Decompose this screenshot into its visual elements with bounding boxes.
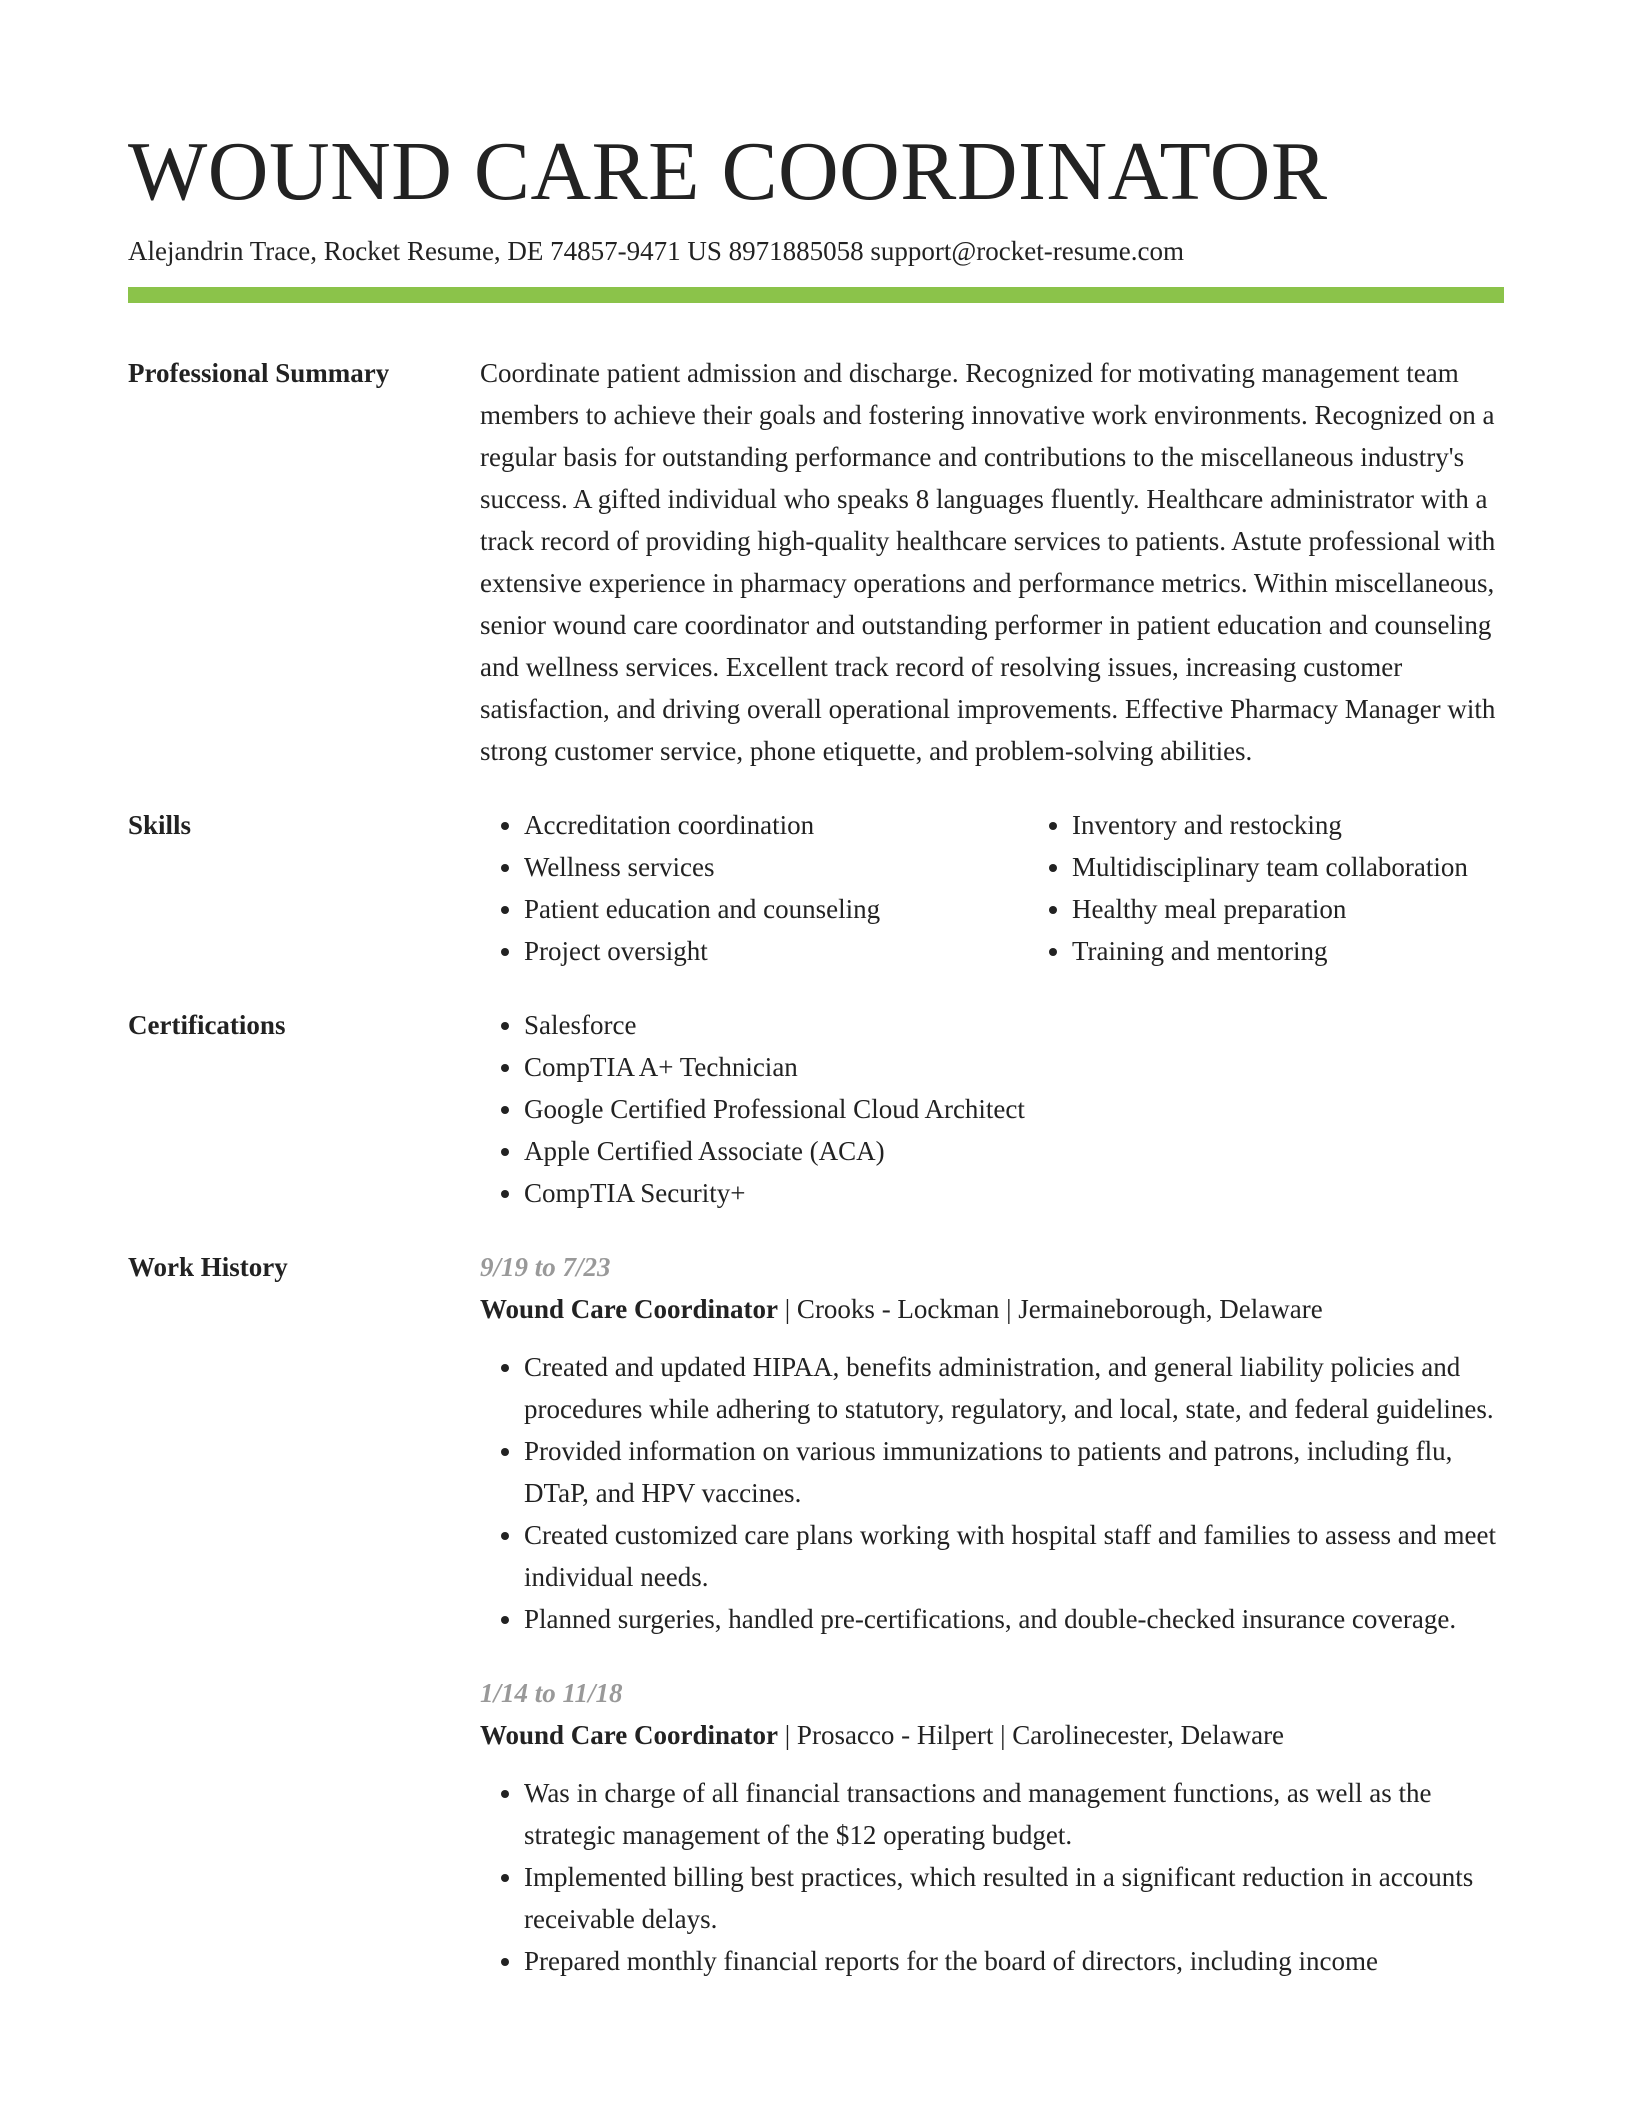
section-label: Certifications xyxy=(128,1010,286,1040)
skill-item: • Accreditation coordination xyxy=(524,804,1028,846)
job-bullet: • Prepared monthly financial reports for the board of directors, including income xyxy=(524,1940,1504,1982)
skill-item: • Healthy meal preparation xyxy=(1072,888,1576,930)
job-bullet: • Provided information on various immunizations to patients and patrons, including flu, DTaP, and HPV vaccines. xyxy=(524,1430,1504,1514)
job-bullet: • Planned surgeries, handled pre-certifications, and double-checked insurance coverage. xyxy=(524,1598,1504,1640)
job-dates: 1/14 to 11/18 xyxy=(480,1678,623,1708)
job-details: | Crooks - Lockman | Jermaineborough, Delaware xyxy=(778,1294,1323,1324)
skill-item: • Wellness services xyxy=(524,846,1028,888)
skill-item: • Inventory and restocking xyxy=(1072,804,1576,846)
job-title: Wound Care Coordinator xyxy=(480,1720,779,1750)
section-professional-summary xyxy=(128,352,1504,772)
certification-item: • Salesforce xyxy=(524,1004,1504,1046)
job-dates: 9/19 to 7/23 xyxy=(480,1252,611,1282)
skill-item: • Training and mentoring xyxy=(1072,930,1576,972)
job-bullet: • Created customized care plans working with hospital staff and families to assess and meet individual needs. xyxy=(524,1514,1504,1598)
contact-address: Alejandrin Trace, Rocket Resume, DE 74857-9471 US xyxy=(128,236,722,266)
job-entry xyxy=(480,1246,1504,1640)
certification-item: • Apple Certified Associate (ACA) xyxy=(524,1130,1504,1172)
job-bullets xyxy=(480,1346,1504,1640)
certifications-body xyxy=(480,1004,1504,1214)
certification-item: • CompTIA Security+ xyxy=(524,1172,1504,1214)
resume-page xyxy=(128,122,1504,1982)
certifications-list xyxy=(480,1004,1504,1214)
job-bullet: • Created and updated HIPAA, benefits administration, and general liability policies and procedures while adhering to statutory, regulatory, and local, state, and federal guidelines. xyxy=(524,1346,1504,1430)
contact-email: support@rocket-resume.com xyxy=(870,236,1184,266)
job-headline xyxy=(480,1714,1504,1756)
certification-item: • CompTIA A+ Technician xyxy=(524,1046,1504,1088)
job-bullet: • Was in charge of all financial transactions and management functions, as well as the strategic management of the $12 operating budget. xyxy=(524,1772,1504,1856)
section-label: Skills xyxy=(128,810,192,840)
skill-item: • Multidisciplinary team collaboration xyxy=(1072,846,1576,888)
certification-item: • Google Certified Professional Cloud Architect xyxy=(524,1088,1504,1130)
contact-line xyxy=(128,232,1504,270)
skill-item: • Project oversight xyxy=(524,930,1028,972)
job-title: Wound Care Coordinator xyxy=(480,1294,779,1324)
skills-column-2 xyxy=(1028,804,1576,972)
job-headline xyxy=(480,1288,1504,1330)
skills-grid xyxy=(480,804,1576,972)
section-skills xyxy=(128,804,1504,972)
resume-title: WOUND CARE COORDINATOR xyxy=(128,125,1328,218)
job-entry xyxy=(480,1672,1504,1982)
section-certifications xyxy=(128,1004,1504,1214)
job-bullet: • Implemented billing best practices, which resulted in a significant reduction in accounts receivable delays. xyxy=(524,1856,1504,1940)
section-label: Work History xyxy=(128,1252,288,1282)
job-details: | Prosacco - Hilpert | Carolinecester, Delaware xyxy=(778,1720,1285,1750)
section-label: Professional Summary xyxy=(128,358,390,388)
section-work-history xyxy=(128,1246,1504,1982)
accent-divider xyxy=(128,287,1504,303)
contact-phone: 8971885058 xyxy=(728,236,864,266)
job-bullets xyxy=(480,1772,1504,1982)
work-history-body xyxy=(480,1246,1504,1982)
skill-item: • Patient education and counseling xyxy=(524,888,1028,930)
skills-column-1 xyxy=(480,804,1028,972)
summary-text: Coordinate patient admission and discharge. Recognized for motivating management team members to achieve their goals and fostering innovative work environments. Recognized on a regular basis for outstanding performance and contributions to the miscellaneous industry's success. A gifted individual who speaks 8 languages fluently. Healthcare administrator with a track record of providing high-quality healthcare services to patients. Astute professional with extensive experience in pharmacy operations and performance metrics. Within miscellaneous, senior wound care coordinator and outstanding performer in patient education and counseling and wellness services. Excellent track record of resolving issues, increasing customer satisfaction, and driving overall operational improvements. Effective Pharmacy Manager with strong customer service, phone etiquette, and problem-solving abilities. xyxy=(480,358,1496,766)
